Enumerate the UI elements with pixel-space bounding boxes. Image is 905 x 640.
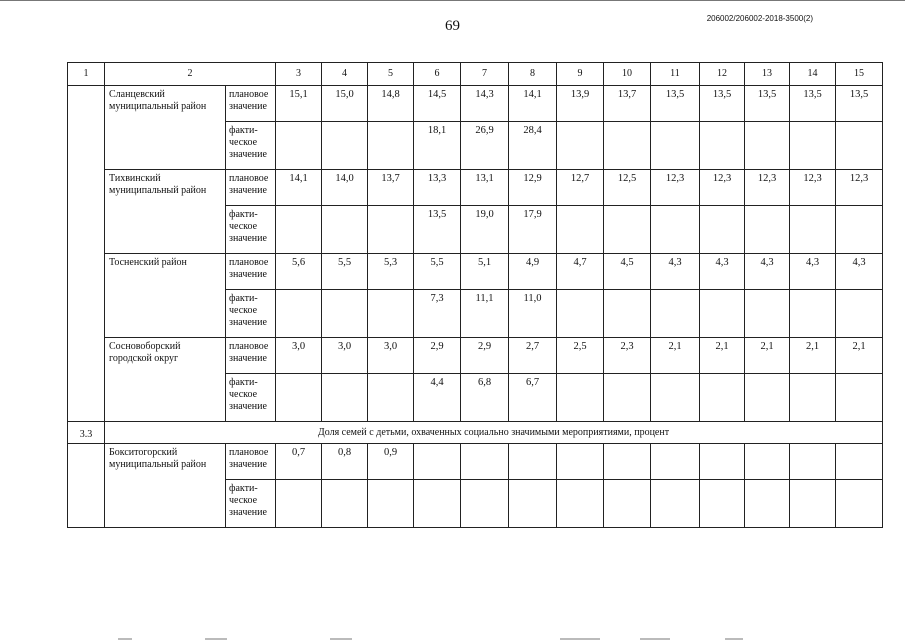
fact-value-cell (557, 122, 604, 170)
plan-value-cell: 12,3 (790, 170, 836, 206)
indicator-table (67, 62, 883, 528)
fact-label: факти-ческое значение (226, 122, 276, 170)
fact-value-cell (745, 374, 790, 422)
fact-value-cell (461, 480, 509, 528)
plan-value-cell: 5,3 (368, 254, 414, 290)
top-border-line (0, 0, 905, 1)
plan-value-cell (700, 444, 745, 480)
header-cell: 9 (557, 63, 604, 86)
section-number-cell (68, 86, 105, 422)
plan-label: плановое значение (226, 170, 276, 206)
plan-value-cell (790, 444, 836, 480)
fact-value-cell (700, 480, 745, 528)
plan-value-cell: 3,0 (276, 338, 322, 374)
fact-value-cell (604, 206, 651, 254)
fact-value-cell (700, 206, 745, 254)
document-code: 206002/206002-2018-3500(2) (706, 14, 813, 23)
plan-value-cell: 2,1 (745, 338, 790, 374)
plan-value-cell: 2,9 (414, 338, 461, 374)
fact-value-cell: 6,8 (461, 374, 509, 422)
plan-value-cell: 14,0 (322, 170, 368, 206)
fact-value-cell (368, 122, 414, 170)
header-cell: 7 (461, 63, 509, 86)
plan-value-cell (414, 444, 461, 480)
plan-value-cell: 12,7 (557, 170, 604, 206)
plan-value-cell: 2,7 (509, 338, 557, 374)
fact-value-cell (836, 480, 883, 528)
plan-value-cell: 3,0 (322, 338, 368, 374)
fact-value-cell (651, 206, 700, 254)
plan-value-cell: 14,5 (414, 86, 461, 122)
fact-value-cell (700, 122, 745, 170)
plan-value-cell (651, 444, 700, 480)
fact-value-cell (651, 374, 700, 422)
header-cell: 11 (651, 63, 700, 86)
plan-value-cell: 0,8 (322, 444, 368, 480)
plan-value-cell: 2,1 (700, 338, 745, 374)
fact-value-cell: 17,9 (509, 206, 557, 254)
fact-value-cell: 19,0 (461, 206, 509, 254)
header-cell: 4 (322, 63, 368, 86)
plan-value-cell: 2,1 (790, 338, 836, 374)
fact-value-cell (557, 206, 604, 254)
plan-value-cell: 4,3 (790, 254, 836, 290)
plan-value-cell: 13,5 (651, 86, 700, 122)
fact-value-cell (276, 290, 322, 338)
district-name: Сланцевский муниципальный район (105, 86, 226, 170)
fact-value-cell (368, 480, 414, 528)
plan-value-cell: 14,1 (276, 170, 322, 206)
section-title: Доля семей с детьми, охваченных социально значимыми мероприятиями, процент (105, 422, 883, 444)
scan-edge-marks (0, 634, 905, 640)
fact-value-cell (790, 290, 836, 338)
plan-value-cell (461, 444, 509, 480)
fact-value-cell (509, 480, 557, 528)
fact-value-cell (322, 374, 368, 422)
fact-value-cell (322, 290, 368, 338)
fact-value-cell: 7,3 (414, 290, 461, 338)
plan-value-cell: 13,5 (745, 86, 790, 122)
plan-value-cell: 3,0 (368, 338, 414, 374)
fact-value-cell (836, 206, 883, 254)
fact-value-cell (276, 206, 322, 254)
plan-value-cell: 4,7 (557, 254, 604, 290)
fact-value-cell (368, 206, 414, 254)
fact-value-cell (745, 480, 790, 528)
header-row (68, 63, 883, 86)
plan-value-cell: 15,1 (276, 86, 322, 122)
fact-value-cell (700, 290, 745, 338)
fact-value-cell: 13,5 (414, 206, 461, 254)
district-name: Бокситогорский муниципальный район (105, 444, 226, 528)
header-cell: 8 (509, 63, 557, 86)
plan-value-cell: 4,9 (509, 254, 557, 290)
plan-value-cell: 5,6 (276, 254, 322, 290)
fact-value-cell (604, 290, 651, 338)
fact-value-cell (368, 290, 414, 338)
plan-value-cell: 4,3 (745, 254, 790, 290)
fact-value-cell (557, 480, 604, 528)
fact-value-cell (276, 374, 322, 422)
plan-value-cell: 13,7 (604, 86, 651, 122)
plan-value-cell: 13,5 (790, 86, 836, 122)
fact-value-cell (604, 374, 651, 422)
fact-value-cell: 26,9 (461, 122, 509, 170)
section-row (68, 422, 883, 444)
plan-value-cell: 12,3 (745, 170, 790, 206)
fact-value-cell (836, 290, 883, 338)
plan-label: плановое значение (226, 444, 276, 480)
plan-value-cell: 14,8 (368, 86, 414, 122)
plan-value-cell: 0,7 (276, 444, 322, 480)
fact-value-cell (322, 206, 368, 254)
header-cell: 3 (276, 63, 322, 86)
plan-value-cell: 13,1 (461, 170, 509, 206)
plan-row (68, 338, 883, 374)
plan-label: плановое значение (226, 86, 276, 122)
plan-value-cell (745, 444, 790, 480)
plan-value-cell: 12,5 (604, 170, 651, 206)
plan-value-cell: 5,1 (461, 254, 509, 290)
fact-value-cell (651, 480, 700, 528)
plan-value-cell: 5,5 (414, 254, 461, 290)
plan-value-cell: 14,1 (509, 86, 557, 122)
header-cell: 15 (836, 63, 883, 86)
district-name: Тосненский район (105, 254, 226, 338)
fact-label: факти-ческое значение (226, 206, 276, 254)
fact-value-cell (745, 290, 790, 338)
header-cell: 2 (105, 63, 276, 86)
fact-value-cell: 6,7 (509, 374, 557, 422)
fact-value-cell (745, 122, 790, 170)
plan-value-cell: 12,3 (836, 170, 883, 206)
plan-value-cell: 12,3 (700, 170, 745, 206)
fact-label: факти-ческое значение (226, 290, 276, 338)
plan-value-cell (836, 444, 883, 480)
fact-value-cell (700, 374, 745, 422)
plan-value-cell: 2,1 (836, 338, 883, 374)
plan-value-cell (604, 444, 651, 480)
plan-value-cell (557, 444, 604, 480)
plan-value-cell: 13,3 (414, 170, 461, 206)
header-cell: 14 (790, 63, 836, 86)
plan-row (68, 444, 883, 480)
plan-value-cell: 12,3 (651, 170, 700, 206)
fact-value-cell (604, 480, 651, 528)
plan-row (68, 170, 883, 206)
plan-value-cell: 5,5 (322, 254, 368, 290)
plan-label: плановое значение (226, 338, 276, 374)
plan-value-cell: 12,9 (509, 170, 557, 206)
fact-value-cell: 11,1 (461, 290, 509, 338)
fact-label: факти-ческое значение (226, 374, 276, 422)
plan-value-cell: 4,3 (836, 254, 883, 290)
fact-value-cell (322, 480, 368, 528)
plan-value-cell (509, 444, 557, 480)
plan-row (68, 254, 883, 290)
fact-value-cell (276, 480, 322, 528)
plan-label: плановое значение (226, 254, 276, 290)
fact-value-cell (557, 374, 604, 422)
fact-value-cell (557, 290, 604, 338)
fact-value-cell (790, 480, 836, 528)
district-name: Тихвинский муниципальный район (105, 170, 226, 254)
plan-value-cell: 2,9 (461, 338, 509, 374)
fact-value-cell (790, 122, 836, 170)
plan-value-cell: 2,3 (604, 338, 651, 374)
plan-value-cell: 4,3 (700, 254, 745, 290)
header-cell: 12 (700, 63, 745, 86)
fact-value-cell (790, 206, 836, 254)
header-cell: 6 (414, 63, 461, 86)
plan-value-cell: 13,7 (368, 170, 414, 206)
header-cell: 13 (745, 63, 790, 86)
plan-value-cell: 15,0 (322, 86, 368, 122)
fact-value-cell (322, 122, 368, 170)
fact-value-cell: 28,4 (509, 122, 557, 170)
section-number-cell (68, 444, 105, 528)
fact-value-cell (368, 374, 414, 422)
plan-value-cell: 4,5 (604, 254, 651, 290)
plan-value-cell: 4,3 (651, 254, 700, 290)
fact-value-cell (414, 480, 461, 528)
plan-value-cell: 14,3 (461, 86, 509, 122)
fact-value-cell (745, 206, 790, 254)
district-name: Сосновоборский городской округ (105, 338, 226, 422)
fact-value-cell (836, 374, 883, 422)
fact-value-cell (276, 122, 322, 170)
plan-value-cell: 13,5 (700, 86, 745, 122)
plan-value-cell: 13,5 (836, 86, 883, 122)
section-number: 3.3 (68, 422, 105, 444)
fact-value-cell: 11,0 (509, 290, 557, 338)
fact-value-cell (790, 374, 836, 422)
plan-value-cell: 13,9 (557, 86, 604, 122)
fact-label: факти-ческое значение (226, 480, 276, 528)
fact-value-cell (836, 122, 883, 170)
header-cell: 5 (368, 63, 414, 86)
plan-value-cell: 2,1 (651, 338, 700, 374)
fact-value-cell: 18,1 (414, 122, 461, 170)
plan-value-cell: 2,5 (557, 338, 604, 374)
header-cell: 1 (68, 63, 105, 86)
fact-value-cell (651, 290, 700, 338)
fact-value-cell (604, 122, 651, 170)
page-number: 69 (445, 18, 460, 34)
plan-row (68, 86, 883, 122)
plan-value-cell: 0,9 (368, 444, 414, 480)
header-cell: 10 (604, 63, 651, 86)
fact-value-cell: 4,4 (414, 374, 461, 422)
fact-value-cell (651, 122, 700, 170)
